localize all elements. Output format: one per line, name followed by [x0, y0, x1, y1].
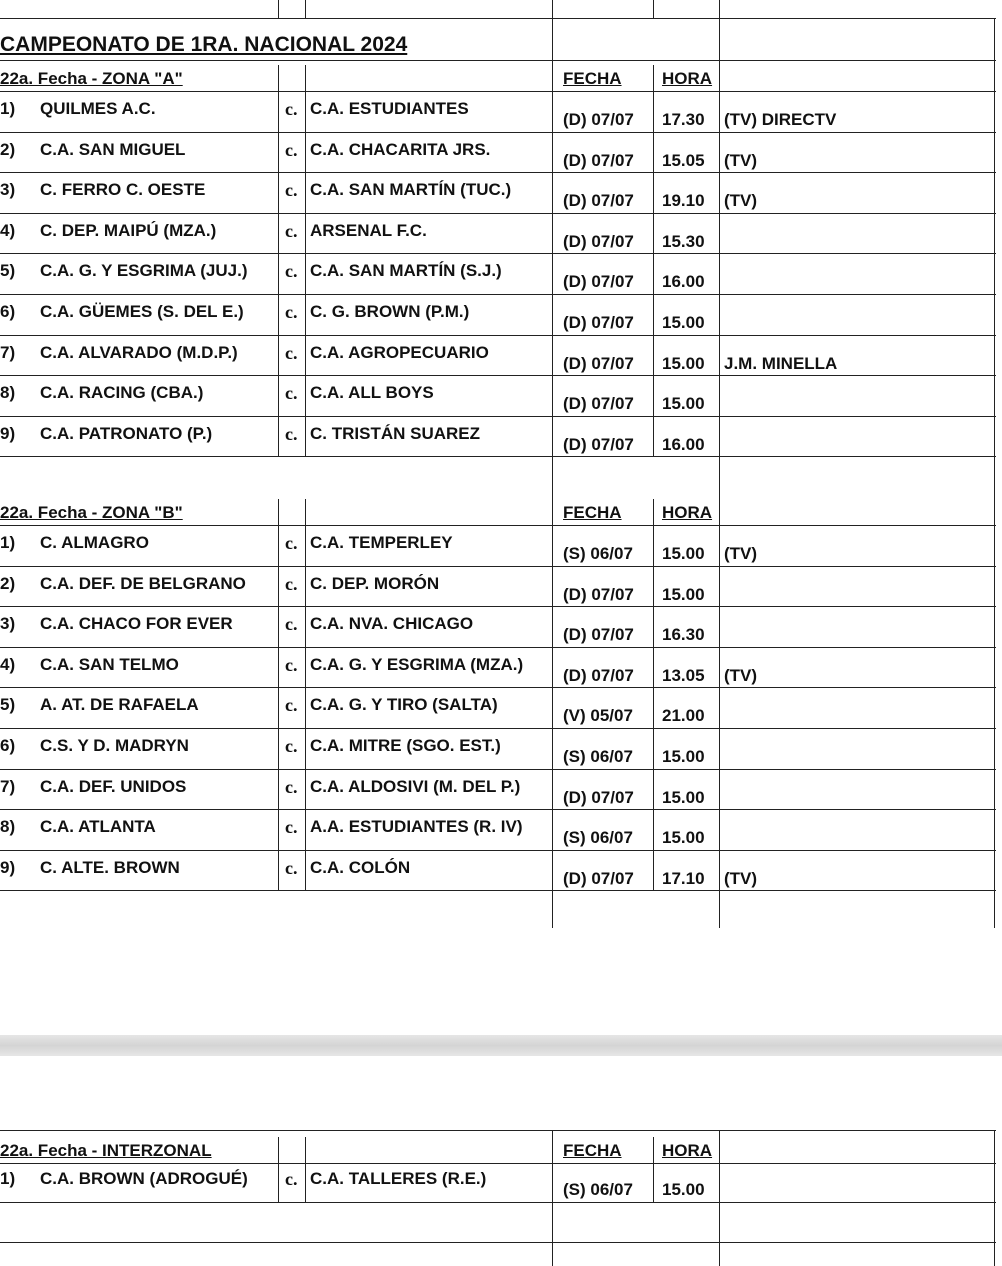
- home-team: C.A. RACING (CBA.): [40, 383, 204, 403]
- match-number: 1): [0, 533, 16, 552]
- home-team: A. AT. DE RAFAELA: [40, 695, 199, 715]
- row-border: [0, 335, 996, 336]
- row-border: [0, 647, 996, 648]
- versus-label: c.: [285, 423, 298, 444]
- column-border: [653, 65, 654, 456]
- match-number: 3): [0, 180, 16, 200]
- away-team: C.A. G. Y TIRO (SALTA): [310, 695, 498, 715]
- versus-label: c.: [285, 695, 298, 716]
- match-date: (S) 06/07: [563, 828, 633, 848]
- row-border: [0, 1163, 996, 1164]
- versus-label: c.: [285, 383, 298, 404]
- match-number: 1): [0, 99, 16, 118]
- home-team: C. ALMAGRO: [40, 533, 149, 552]
- versus-label: c.: [285, 180, 298, 201]
- match-date: (D) 07/07: [563, 110, 634, 129]
- match-time: 15.05: [662, 150, 705, 170]
- home-team: C.A. BROWN (ADROGUÉ): [40, 1169, 248, 1188]
- versus-label: c.: [285, 533, 298, 553]
- away-team: C.A. SAN MARTÍN (TUC.): [310, 180, 512, 200]
- home-team: C.A. SAN MIGUEL: [40, 139, 186, 159]
- column-border: [552, 1130, 553, 1266]
- match-date: (D) 07/07: [563, 665, 634, 685]
- away-team: C.A. TEMPERLEY: [310, 533, 453, 552]
- page-break: [0, 1035, 1002, 1056]
- row-border: [0, 172, 996, 173]
- match-number: 4): [0, 654, 16, 674]
- fecha-column-header: FECHA: [563, 69, 622, 88]
- column-border: [653, 499, 654, 890]
- row-border: [0, 1130, 996, 1131]
- match-time: 15.00: [662, 394, 705, 414]
- home-team: C.A. G. Y ESGRIMA (JUJ.): [40, 261, 248, 281]
- match-note: J.M. MINELLA: [724, 353, 838, 373]
- versus-label: c.: [285, 857, 298, 878]
- away-team: ARSENAL F.C.: [310, 220, 427, 240]
- away-team: C.A. CHACARITA JRS.: [310, 139, 491, 159]
- column-border: [305, 0, 306, 18]
- match-time: 15.30: [662, 231, 705, 251]
- row-border: [0, 728, 996, 729]
- column-border: [305, 1137, 306, 1202]
- match-date: (D) 07/07: [563, 191, 634, 211]
- column-border: [278, 499, 279, 890]
- match-time: 21.00: [662, 706, 705, 726]
- away-team: C.A. AGROPECUARIO: [310, 342, 489, 362]
- versus-label: c.: [285, 261, 298, 282]
- section-header: 22a. Fecha - ZONA "A": [0, 69, 183, 88]
- home-team: C. DEP. MAIPÚ (MZA.): [40, 220, 217, 240]
- spreadsheet-bottom: [0, 1056, 1002, 1266]
- match-note: (TV): [724, 868, 758, 888]
- row-border: [0, 60, 996, 61]
- match-note: (TV): [724, 191, 758, 211]
- away-team: C.A. MITRE (SGO. EST.): [310, 736, 501, 755]
- section-header: 22a. Fecha - INTERZONAL: [0, 1141, 212, 1160]
- match-note: (TV): [724, 665, 758, 685]
- match-date: (S) 06/07: [563, 1180, 633, 1199]
- row-border: [0, 850, 996, 851]
- match-time: 15.00: [662, 584, 705, 604]
- column-border: [994, 1130, 995, 1266]
- column-border: [653, 0, 654, 18]
- row-border: [0, 18, 996, 19]
- match-number: 2): [0, 573, 16, 593]
- match-time: 17.30: [662, 110, 705, 129]
- match-date: (D) 07/07: [563, 272, 634, 292]
- match-number: 8): [0, 383, 16, 403]
- match-date: (D) 07/07: [563, 394, 634, 414]
- row-border: [0, 809, 996, 810]
- match-date: (S) 06/07: [563, 544, 633, 563]
- row-border: [0, 769, 996, 770]
- away-team: C.A. TALLERES (R.E.): [310, 1169, 487, 1188]
- row-border: [0, 1242, 996, 1243]
- match-time: 15.00: [662, 544, 705, 563]
- home-team: C. ALTE. BROWN: [40, 857, 180, 877]
- row-border: [0, 294, 996, 295]
- versus-label: c.: [285, 654, 298, 675]
- home-team: C.A. CHACO FOR EVER: [40, 614, 233, 634]
- away-team: C. DEP. MORÓN: [310, 573, 440, 593]
- home-team: C.A. ALVARADO (M.D.P.): [40, 342, 238, 362]
- versus-label: c.: [285, 139, 298, 160]
- section-header: 22a. Fecha - ZONA "B": [0, 503, 183, 522]
- match-date: (D) 07/07: [563, 231, 634, 251]
- fecha-column-header: FECHA: [563, 1141, 622, 1160]
- match-time: 15.00: [662, 353, 705, 373]
- column-border: [719, 1130, 720, 1266]
- match-number: 5): [0, 695, 16, 715]
- versus-label: c.: [285, 776, 298, 797]
- match-note: (TV) DIRECTV: [724, 110, 837, 129]
- match-time: 17.10: [662, 868, 705, 888]
- versus-label: c.: [285, 342, 298, 363]
- match-number: 8): [0, 817, 16, 837]
- match-date: (D) 07/07: [563, 625, 634, 645]
- hora-column-header: HORA: [662, 1141, 713, 1160]
- away-team: C.A. ESTUDIANTES: [310, 99, 469, 118]
- match-time: 15.00: [662, 787, 705, 807]
- row-border: [0, 416, 996, 417]
- match-date: (D) 07/07: [563, 434, 634, 454]
- match-number: 5): [0, 261, 16, 281]
- away-team: C.A. ALDOSIVI (M. DEL P.): [310, 776, 521, 796]
- away-team: C. G. BROWN (P.M.): [310, 302, 470, 321]
- match-number: 3): [0, 614, 16, 634]
- match-number: 6): [0, 736, 16, 755]
- versus-label: c.: [285, 736, 298, 756]
- match-number: 9): [0, 857, 16, 877]
- match-note: (TV): [724, 544, 758, 563]
- match-time: 15.00: [662, 828, 705, 848]
- row-border: [0, 456, 996, 457]
- home-team: C.A. SAN TELMO: [40, 654, 179, 674]
- row-border: [0, 375, 996, 376]
- column-border: [994, 18, 995, 928]
- match-date: (D) 07/07: [563, 150, 634, 170]
- home-team: C.A. DEF. UNIDOS: [40, 776, 187, 796]
- match-number: 9): [0, 423, 16, 443]
- match-time: 16.30: [662, 625, 705, 645]
- away-team: C.A. NVA. CHICAGO: [310, 614, 474, 634]
- row-border: [0, 890, 996, 891]
- match-number: 2): [0, 139, 16, 159]
- column-border: [305, 65, 306, 456]
- page-title: CAMPEONATO DE 1RA. NACIONAL 2024: [0, 33, 408, 56]
- match-time: 15.00: [662, 747, 705, 766]
- hora-column-header: HORA: [662, 69, 713, 88]
- row-border: [0, 213, 996, 214]
- versus-label: c.: [285, 817, 298, 838]
- column-border: [278, 1137, 279, 1202]
- home-team: C.S. Y D. MADRYN: [40, 736, 189, 755]
- row-border: [0, 253, 996, 254]
- row-border: [0, 1202, 996, 1203]
- match-time: 15.00: [662, 1180, 705, 1199]
- match-time: 13.05: [662, 665, 705, 685]
- match-number: 4): [0, 220, 16, 240]
- row-border: [0, 525, 996, 526]
- match-time: 19.10: [662, 191, 705, 211]
- match-date: (D) 07/07: [563, 313, 634, 332]
- row-border: [0, 132, 996, 133]
- match-date: (D) 07/07: [563, 787, 634, 807]
- home-team: QUILMES A.C.: [40, 99, 156, 118]
- home-team: C.A. PATRONATO (P.): [40, 423, 213, 443]
- match-date: (D) 07/07: [563, 353, 634, 373]
- match-number: 7): [0, 776, 16, 796]
- hora-column-header: HORA: [662, 503, 713, 522]
- match-note: (TV): [724, 150, 758, 170]
- match-time: 16.00: [662, 272, 705, 292]
- match-number: 6): [0, 302, 16, 321]
- match-date: (V) 05/07: [563, 706, 633, 726]
- column-border: [305, 499, 306, 890]
- match-number: 1): [0, 1169, 16, 1188]
- versus-label: c.: [285, 99, 298, 119]
- away-team: C.A. G. Y ESGRIMA (MZA.): [310, 654, 524, 674]
- home-team: C.A. GÜEMES (S. DEL E.): [40, 302, 244, 321]
- versus-label: c.: [285, 302, 298, 322]
- versus-label: c.: [285, 573, 298, 594]
- home-team: C.A. ATLANTA: [40, 817, 156, 837]
- versus-label: c.: [285, 614, 298, 635]
- match-time: 16.00: [662, 434, 705, 454]
- away-team: C. TRISTÁN SUAREZ: [310, 423, 480, 443]
- match-date: (S) 06/07: [563, 747, 633, 766]
- row-border: [0, 566, 996, 567]
- match-date: (D) 07/07: [563, 868, 634, 888]
- row-border: [0, 91, 996, 92]
- column-border: [278, 65, 279, 456]
- column-border: [653, 1137, 654, 1202]
- match-time: 15.00: [662, 313, 705, 332]
- away-team: C.A. ALL BOYS: [310, 383, 434, 403]
- column-border: [278, 0, 279, 18]
- fecha-column-header: FECHA: [563, 503, 622, 522]
- versus-label: c.: [285, 1169, 298, 1189]
- away-team: C.A. SAN MARTÍN (S.J.): [310, 261, 502, 281]
- versus-label: c.: [285, 220, 298, 241]
- column-border: [719, 0, 720, 928]
- row-border: [0, 687, 996, 688]
- match-number: 7): [0, 342, 16, 362]
- match-date: (D) 07/07: [563, 584, 634, 604]
- home-team: C. FERRO C. OESTE: [40, 180, 206, 200]
- home-team: C.A. DEF. DE BELGRANO: [40, 573, 246, 593]
- column-border: [552, 0, 553, 928]
- row-border: [0, 606, 996, 607]
- away-team: A.A. ESTUDIANTES (R. IV): [310, 817, 523, 837]
- away-team: C.A. COLÓN: [310, 857, 411, 877]
